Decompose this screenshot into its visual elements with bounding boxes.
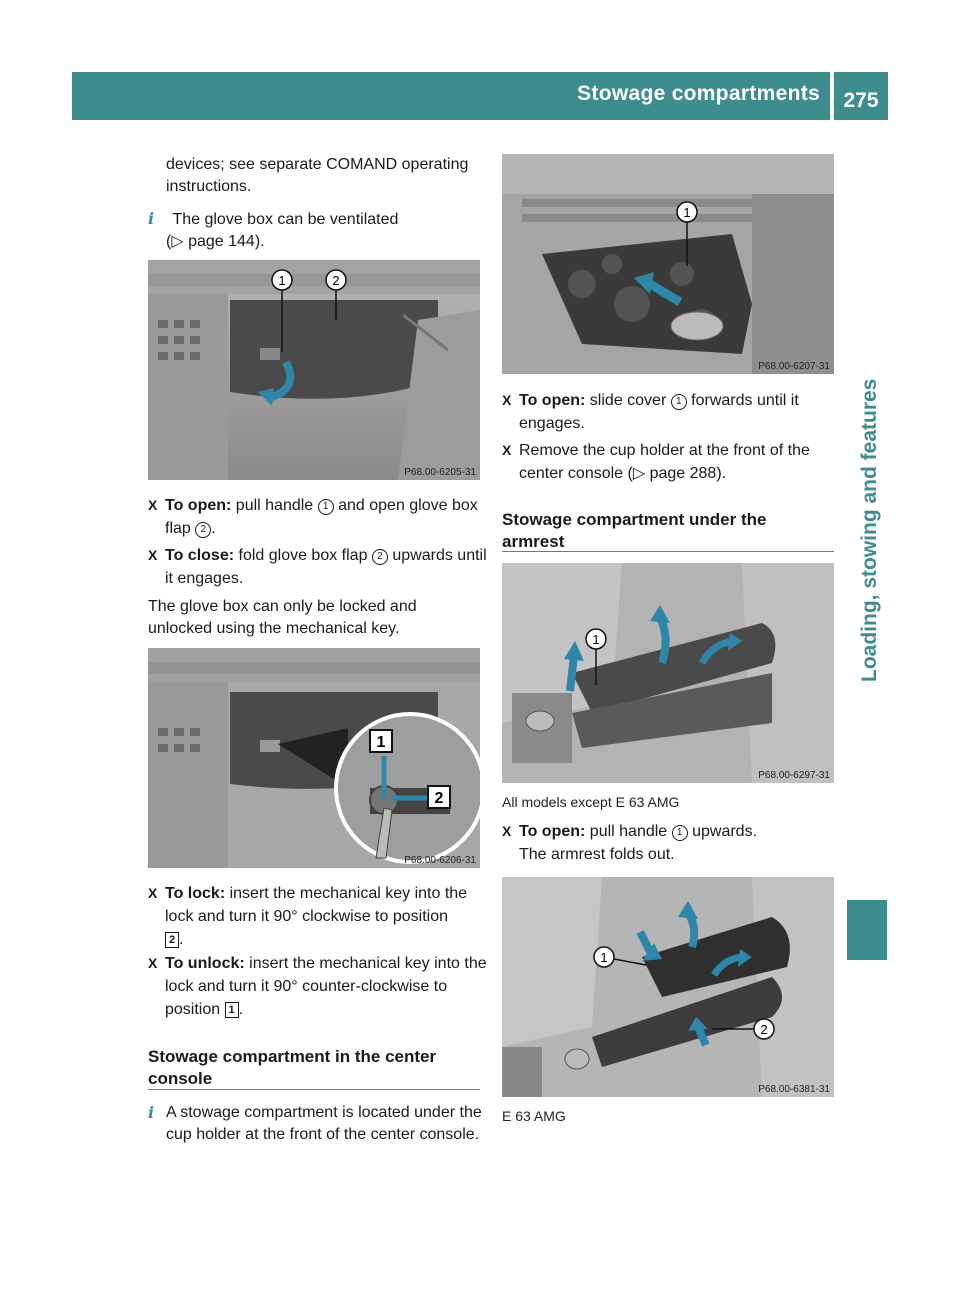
callout-2: 2: [760, 1022, 768, 1037]
position-ref: 1: [225, 1002, 239, 1018]
callout-2: 2: [332, 273, 340, 288]
callout-1: 1: [683, 205, 691, 220]
side-thumb-marker: [847, 900, 887, 960]
info-icon: i: [148, 209, 155, 228]
glove-box-lock-image: [148, 648, 480, 868]
info-text: The glove box can be ventilated: [172, 211, 399, 228]
heading-armrest: Stowage compartment under the armrest: [502, 510, 767, 551]
instruction-open-cover: X To open: slide cover 1 forwards until it engages.: [502, 392, 799, 432]
glove-box-image: [148, 260, 480, 480]
heading-center-console: Stowage compartment in the center console: [148, 1047, 437, 1088]
info-note-ventilation: [148, 208, 482, 253]
info-icon: i: [148, 1103, 155, 1122]
info-note-center-console: i A stowage compartment is located under the cup holder at the front of the center console.: [148, 1103, 482, 1143]
page-reference: (▷ page 144).: [166, 233, 265, 250]
armrest-image: [502, 563, 834, 783]
section-title: Stowage compartments: [577, 82, 820, 105]
callout-1: 1: [278, 273, 286, 288]
amg-armrest-image: [502, 877, 834, 1097]
callout-ref: 2: [195, 522, 211, 538]
instruction-close-glovebox: X To close: fold glove box flap 2 upwards until it engages.: [148, 547, 487, 587]
position-ref: 2: [165, 932, 179, 948]
instruction-open-armrest: X To open: pull handle 1 upwards. The armrest folds out.: [502, 823, 758, 863]
lock-note: The glove box can only be locked and unlocked using the mechanical key.: [148, 598, 417, 637]
lock-position-2: 2: [434, 790, 444, 807]
page-number: 275: [834, 72, 888, 120]
intro-text: devices; see separate COMAND operating instructions.: [166, 156, 469, 195]
callout-ref: 1: [672, 825, 688, 841]
caption-all-models: All models except E 63 AMG: [502, 794, 680, 810]
callout-ref: 1: [671, 394, 687, 410]
instruction-lock: X To lock: insert the mechanical key into the lock and turn it 90° clockwise to position 2 .: [148, 885, 468, 948]
image-code: P68.00-6206-31: [404, 855, 476, 866]
callout-1: 1: [600, 950, 608, 965]
instruction-unlock: X To unlock: insert the mechanical key into the lock and turn it 90° counter-clockwise to position 1 .: [148, 955, 487, 1018]
header-bar: [72, 72, 830, 120]
callout-ref: 1: [318, 499, 334, 515]
lock-position-1: 1: [376, 734, 386, 751]
image-code: P68.00-6207-31: [758, 361, 830, 372]
instruction-open-glovebox: X To open: pull handle 1 and open glove box flap 2 .: [148, 497, 478, 537]
heading-rule: [148, 1089, 480, 1090]
center-console-image: [502, 154, 834, 374]
callout-ref: 2: [372, 549, 388, 565]
image-code: P68.00-6297-31: [758, 770, 830, 781]
heading-rule: [502, 551, 834, 552]
image-code: P68.00-6381-31: [758, 1084, 830, 1095]
instruction-remove-cup-holder: X Remove the cup holder at the front of the center console (▷ page 288).: [502, 442, 810, 482]
callout-1: 1: [592, 632, 600, 647]
image-code: P68.00-6205-31: [404, 467, 476, 478]
side-chapter-tab: Loading, stowing and features: [858, 378, 881, 682]
caption-amg: E 63 AMG: [502, 1108, 566, 1124]
